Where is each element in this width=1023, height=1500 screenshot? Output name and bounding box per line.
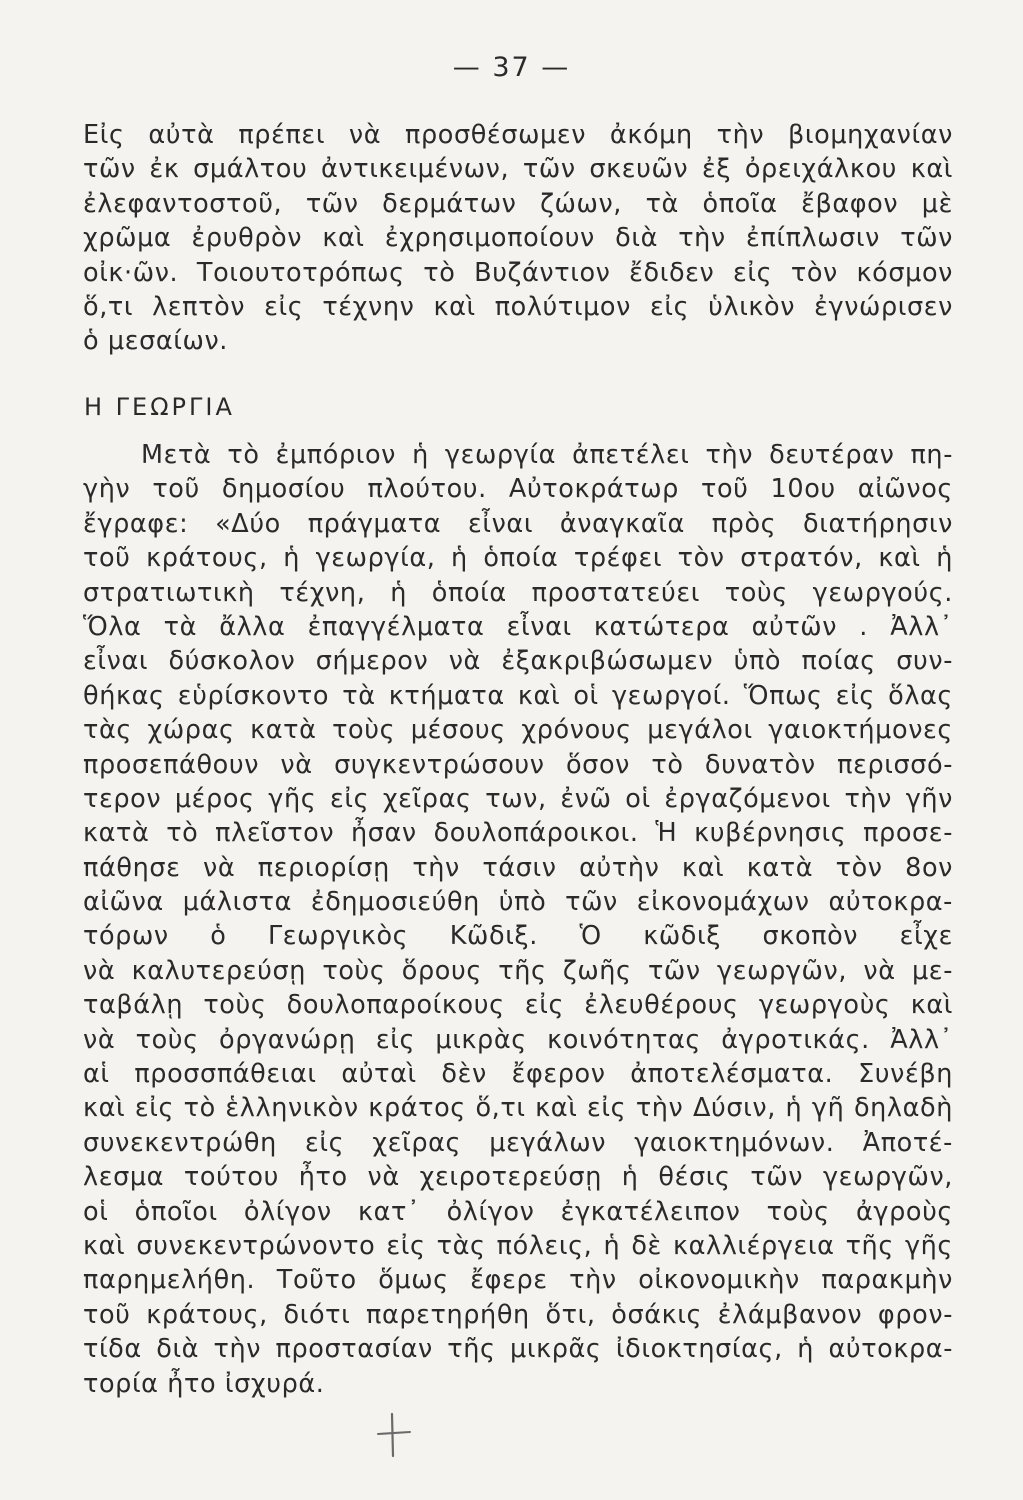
paragraph-industry: [83, 118, 953, 359]
text-line: τίδα διὰ τὴν προστασίαν τῆς μικρᾶς ἰδιοκτησίας, ἡ αὐτοκρα-: [83, 1334, 953, 1365]
text-line: τόρων ὁ Γεωργικὸς Κῶδιξ. Ὁ κῶδιξ σκοπὸν εἶχε: [83, 921, 953, 952]
pencil-cross-mark: [374, 1410, 414, 1460]
text-line: τῶν ἐκ σμάλτου ἀντικειμένων, τῶν σκευῶν ἐξ ὀρειχάλκου καὶ: [83, 154, 953, 185]
text-line: χρῶμα ἐρυθρὸν καὶ ἐχρησιμοποίουν διὰ τὴν ἐπίπλωσιν τῶν: [83, 223, 953, 254]
text-line: τοῦ κράτους, διότι παρετηρήθη ὅτι, ὁσάκις ἐλάμβανον φρον-: [83, 1299, 953, 1330]
text-line: τοῦ κράτους, ἡ γεωργία, ἡ ὁποία τρέφει τὸν στρατόν, καὶ ἡ: [83, 543, 953, 574]
text-line: οἰκ·ῶν. Τοιουτοτρόπως τὸ Βυζάντιον ἔδιδεν εἰς τὸν κόσμον: [83, 257, 953, 288]
text-line: ἔγραφε: «Δύο πράγματα εἶναι ἀναγκαῖα πρὸς διατήρησιν: [83, 508, 953, 539]
text-line: στρατιωτικὴ τέχνη, ἡ ὁποία προστατεύει τοὺς γεωργούς.: [83, 577, 953, 608]
text-line: ἐλεφαντοστοῦ, τῶν δερμάτων ζώων, τὰ ὁποῖα ἔβαφον μὲ: [83, 188, 953, 219]
text-line: νὰ τοὺς ὀργανώρῃ εἰς μικρὰς κοινότητας ἀγροτικάς. Ἀλλ᾽: [83, 1024, 953, 1055]
text-line: εἶναι δύσκολον σήμερον νὰ ἐξακριβώσωμεν ὑπὸ ποίας συν-: [83, 646, 953, 677]
text-line: προσεπάθουν νὰ συγκεντρώσουν ὅσον τὸ δυνατὸν περισσό-: [83, 749, 953, 780]
text-line: Μετὰ τὸ ἐμπόριον ἡ γεωργία ἀπετέλει τὴν δευτέραν πη-: [141, 440, 953, 470]
text-line: αἰῶνα μάλιστα ἐδημοσιεύθη ὑπὸ τῶν εἰκονομάχων αὐτοκρα-: [83, 887, 953, 918]
text-line: αἱ προσσπάθειαι αὐταὶ δὲν ἔφερον ἀποτελέσματα. Συνέβη: [83, 1059, 953, 1090]
text-line: καὶ εἰς τὸ ἑλληνικὸν κράτος ὅ,τι καὶ εἰς τὴν Δύσιν, ἡ γῆ δηλαδὴ: [83, 1093, 953, 1124]
text-line: κατὰ τὸ πλεῖστον ἦσαν δουλοπάροικοι. Ἡ κυβέρνησις προσε-: [83, 818, 953, 849]
text-line: παρημελήθη. Τοῦτο ὅμως ἔφερε τὴν οἰκονομικὴν παρακμὴν: [83, 1265, 953, 1296]
text-line: πάθησε νὰ περιορίσῃ τὴν τάσιν αὐτὴν καὶ κατὰ τὸν 8ον: [83, 852, 953, 883]
text-line: λεσμα τούτου ἦτο νὰ χειροτερεύσῃ ἡ θέσις τῶν γεωργῶν,: [83, 1162, 953, 1193]
text-line: τὰς χώρας κατὰ τοὺς μέσους χρόνους μεγάλοι γαιοκτήμονες: [83, 715, 953, 746]
text-line: καὶ συνεκεντρώνοντο εἰς τὰς πόλεις, ἡ δὲ καλλιέργεια τῆς γῆς: [83, 1230, 953, 1261]
text-line: τορία ἦτο ἰσχυρά.: [83, 1368, 325, 1399]
text-line: τερον μέρος γῆς εἰς χεῖρας των, ἐνῶ οἱ ἐργαζόμενοι τὴν γῆν: [83, 783, 953, 814]
paragraph-agriculture: [83, 438, 953, 1401]
text-line: ὁ μεσαίων.: [83, 326, 229, 357]
section-heading: Η ΓΕΩΡΓΙΑ: [84, 393, 235, 421]
text-line: Ὅλα τὰ ἄλλα ἐπαγγέλματα εἶναι κατώτερα αὐτῶν . Ἀλλ᾽: [83, 611, 953, 642]
text-line: θήκας εὑρίσκοντο τὰ κτήματα καὶ οἱ γεωργοί. Ὅπως εἰς ὅλας: [83, 680, 953, 711]
text-line: συνεκεντρώθη εἰς χεῖρας μεγάλων γαιοκτημόνων. Ἀποτέ-: [83, 1127, 953, 1158]
text-line: ταβάλῃ τοὺς δουλοπαροίκους εἰς ἐλευθέρους γεωργοὺς καὶ: [83, 990, 953, 1021]
text-line: ὅ,τι λεπτὸν εἰς τέχνην καὶ πολύτιμον εἰς ὑλικὸν ἐγνώρισεν: [83, 291, 953, 322]
text-line: γὴν τοῦ δημοσίου πλούτου. Αὐτοκράτωρ τοῦ 10ου αἰῶνος: [83, 474, 953, 505]
text-line: νὰ καλυτερεύσῃ τοὺς ὅρους τῆς ζωῆς τῶν γεωργῶν, νὰ με-: [83, 955, 953, 986]
page-number: — 37 —: [452, 52, 571, 83]
text-line: Εἰς αὐτὰ πρέπει νὰ προσθέσωμεν ἀκόμη τὴν βιομηχανίαν: [83, 120, 953, 150]
text-line: οἱ ὁποῖοι ὀλίγον κατ᾽ ὀλίγον ἐγκατέλειπον τοὺς ἀγροὺς: [83, 1196, 953, 1227]
